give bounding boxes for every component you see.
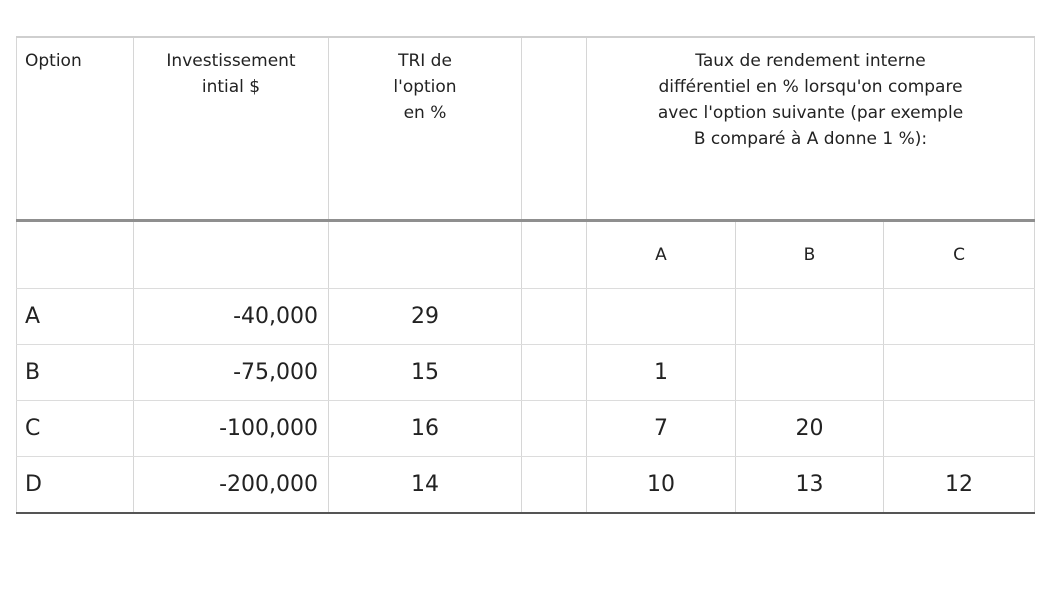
cell-vs-c [884,401,1035,457]
cell-option: C [17,401,134,457]
cell-option: A [17,289,134,345]
cell-empty [522,457,587,514]
header-investment: Investissement intial $ [134,37,329,221]
subheader-empty-cell [17,221,134,289]
cell-option: B [17,345,134,401]
cell-tri: 14 [329,457,522,514]
cell-vs-b [736,345,884,401]
cell-vs-c [884,345,1035,401]
subheader-c: C [884,221,1035,289]
header-row [17,37,1035,221]
cell-vs-c [884,289,1035,345]
subheader-empty-cell [522,221,587,289]
subheader-b: B [736,221,884,289]
cell-investment: -100,000 [134,401,329,457]
table-row [17,289,1035,345]
cell-tri: 29 [329,289,522,345]
cell-investment: -200,000 [134,457,329,514]
cell-tri: 16 [329,401,522,457]
header-tri: TRI de l'option en % [329,37,522,221]
table-row [17,401,1035,457]
cell-vs-a: 7 [587,401,736,457]
irr-comparison-table [16,36,1035,514]
cell-vs-b [736,289,884,345]
cell-investment: -40,000 [134,289,329,345]
cell-vs-a [587,289,736,345]
header-differential-irr: Taux de rendement interne différentiel en % lorsqu'on compare avec l'option suivante (par exemple B comparé à A donne 1 %): [587,37,1035,221]
cell-vs-a: 10 [587,457,736,514]
cell-vs-b: 20 [736,401,884,457]
cell-vs-a: 1 [587,345,736,401]
cell-empty [522,401,587,457]
cell-empty [522,345,587,401]
table-row [17,457,1035,514]
cell-option: D [17,457,134,514]
cell-investment: -75,000 [134,345,329,401]
subheader-empty-cell [134,221,329,289]
cell-empty [522,289,587,345]
cell-tri: 15 [329,345,522,401]
cell-vs-c: 12 [884,457,1035,514]
table-row [17,345,1035,401]
header-blank [522,37,587,221]
cell-vs-b: 13 [736,457,884,514]
subheader-a: A [587,221,736,289]
subheader-empty-cell [329,221,522,289]
header-option: Option [17,37,134,221]
subheader-row [17,221,1035,289]
